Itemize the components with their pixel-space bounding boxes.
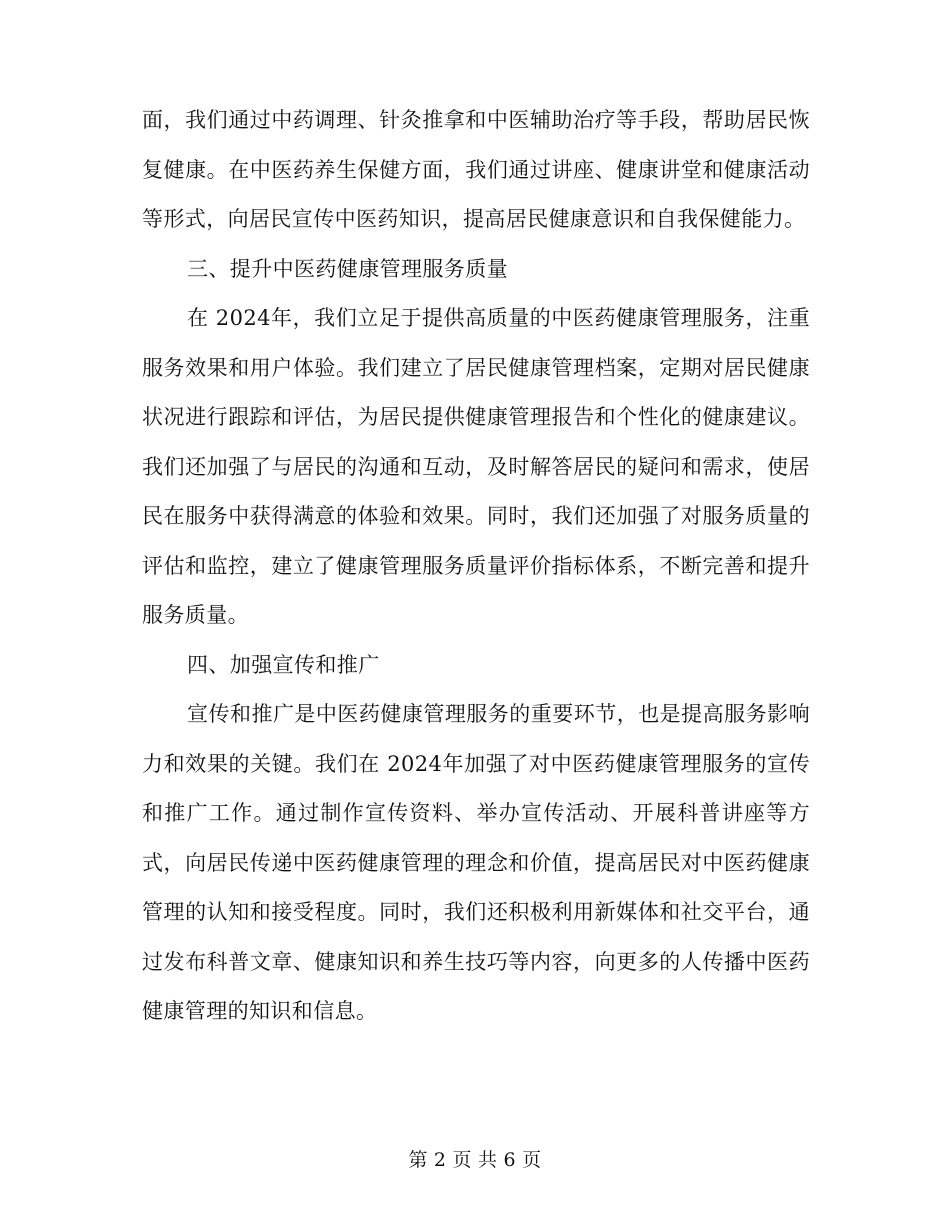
footer-page-unit: 页 <box>452 1149 472 1171</box>
footer-total-prefix: 共 <box>478 1149 498 1171</box>
footer-page-prefix: 第 <box>408 1149 428 1171</box>
paragraph-service-quality: 在 2024年，我们立足于提供高质量的中医药健康管理服务，注重服务效果和用户体验。我们建立了居民健康管理档案，定期对居民健康状况进行跟踪和评估，为居民提供健康管理报告和个性化的健康建议。我们还加强了与居民的沟通和互动，及时解答居民的疑问和需求，使居民在服务中获得满意的体验和效果。同时，我们还加强了对服务质量的评估和监控，建立了健康管理服务质量评价指标体系，不断完善和提升服务质量。 <box>142 306 810 627</box>
footer-total-unit: 页 <box>522 1149 542 1171</box>
section-heading-3: 三、提升中医药健康管理服务质量 <box>187 256 508 281</box>
footer-total-pages: 6 <box>503 1149 517 1171</box>
paragraph-continued: 面，我们通过中药调理、针灸推拿和中医辅助治疗等手段，帮助居民恢复健康。在中医药养生保健方面，我们通过讲座、健康讲堂和健康活动等形式，向居民宣传中医药知识，提高居民健康意识和自我保健能力。 <box>142 108 810 231</box>
document-body <box>142 96 810 1037</box>
section-heading-4: 四、加强宣传和推广 <box>187 652 380 677</box>
paragraph-promotion: 宣传和推广是中医药健康管理服务的重要环节，也是提高服务影响力和效果的关键。我们在 2024年加强了对中医药健康管理服务的宣传和推广工作。通过制作宣传资料、举办宣传活动、开展科普讲座等方式，向居民传递中医药健康管理的理念和价值，提高居民对中医药健康管理的认知和接受程度。同时，我们还积极利用新媒体和社交平台，通过发布科普文章、健康知识和养生技巧等内容，向更多的人传播中医药健康管理的知识和信息。 <box>142 702 810 1023</box>
footer-page-number: 2 <box>433 1149 447 1171</box>
page-footer <box>0 1146 950 1174</box>
